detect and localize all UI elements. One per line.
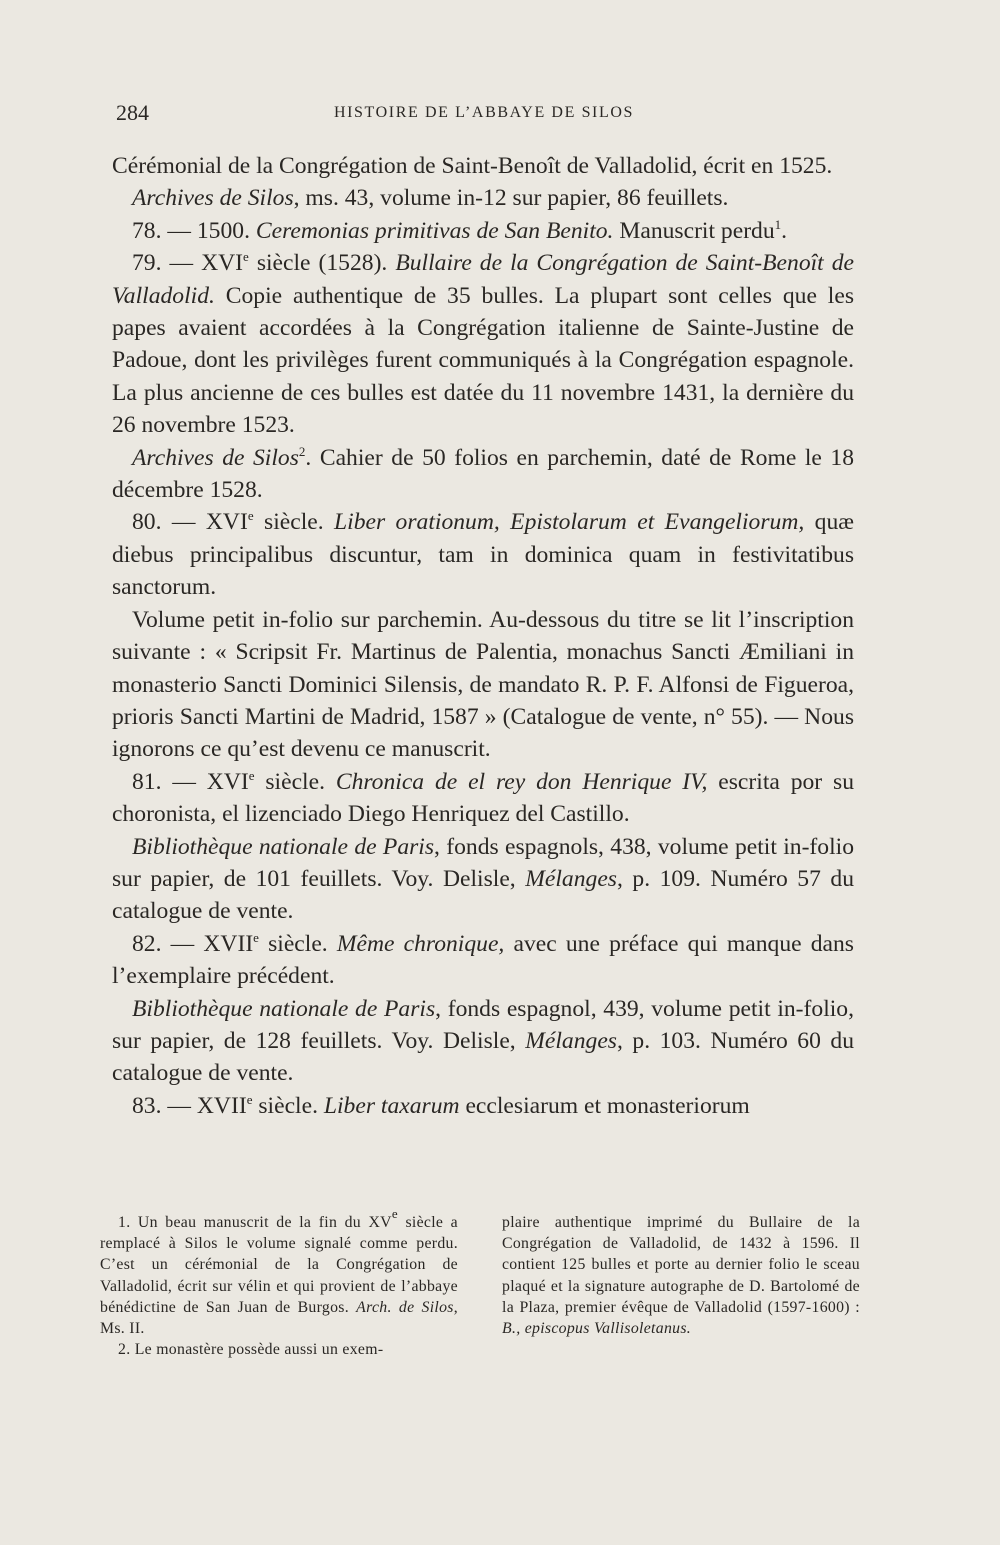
- entry-82: 82. — XVIIe siècle. Même chronique, avec une préface qui manque dans l’exemplaire précédent.: [112, 929, 854, 990]
- footnote-1: 1. Un beau manuscrit de la fin du XVe siècle a remplacé à Silos le volume signalé comme perdu. C’est un cérémonial de la Congrégation de Valladolid, écrit sur vélin et qui provient de l’abbaye bénédictine de San Juan de Burgos. Arch. de Silos, Ms. II.: [100, 1206, 458, 1338]
- page-number: 284: [116, 100, 149, 125]
- paragraph-archives-1: Archives de Silos, ms. 43, volume in-12 sur papier, 86 feuillets.: [132, 185, 729, 212]
- page-header: [116, 100, 852, 130]
- paragraph-ceremonial: Cérémonial de la Congrégation de Saint-Benoît de Valladolid, écrit en 1525.: [112, 153, 833, 179]
- footnote-2-continued: plaire authentique imprimé du Bullaire de la Congrégation de Valladolid, de 1432 à 1596. Il contient 125 bulles et porte au dernier folio le sceau plaqué et la signature autographe de D. Bartolomé de la Plaza, premier évêque de Valladolid (1597-1600) : B., episcopus Vallisoletanus.: [502, 1214, 860, 1338]
- paragraph-bnf-438: Bibliothèque nationale de Paris, fonds espagnols, 438, volume petit in-folio sur papier, de 101 feuillets. Voy. Delisle, Mélanges, p. 109. Numéro 57 du catalogue de vente.: [112, 833, 854, 925]
- footnote-ref-1[interactable]: 1: [774, 216, 782, 232]
- entry-83: 83. — XVIIe siècle. Liber taxarum ecclesiarum et monasteriorum: [132, 1091, 750, 1119]
- footnote-2: 2. Le monastère possède aussi un exem-: [118, 1341, 384, 1359]
- footnotes-right-column: [502, 1212, 860, 1360]
- main-text: [112, 150, 854, 1122]
- entry-81: 81. — XVIe siècle. Chronica de el rey don Henrique IV, escrita por su choronista, el lizenciado Diego Henriquez del Castillo.: [112, 767, 854, 828]
- running-title: HISTOIRE DE L’ABBAYE DE SILOS: [333, 104, 635, 121]
- entry-78: 78. — 1500. Ceremonias primitivas de San Benito. Manuscrit perdu$^1$.: [132, 216, 788, 244]
- footnotes: [100, 1206, 860, 1360]
- entry-79: 79. — XVIe siècle (1528). Bullaire de la Congrégation de Saint-Benoît de Valladolid. Copie authentique de 35 bulles. La plupart sont celles que les papes avaient accordées à la Congrégation italienne de Sainte-Justine de Padoue, dont les privilèges furent communiqués à la Congrégation espagnole. La plus ancienne de ces bulles est datée du 11 novembre 1431, la dernière du 26 novembre 1523.: [112, 249, 854, 439]
- footnote-ref-2[interactable]: 2: [298, 443, 306, 459]
- paragraph-volume-description: Volume petit in-folio sur parchemin. Au-dessous du titre se lit l’inscription suivante : « Scripsit Fr. Martinus de Palentia, monachus Sancti Æmiliani in monasterio Sancti Dominici Silensis, de mandato R. P. F. Alfonsi de Figueroa, prioris Sancti Martini de Madrid, 1587 » (Catalogue de vente, n° 55). — Nous ignorons ce qu’est devenu ce manuscrit.: [112, 606, 854, 763]
- footnotes-left-column: [100, 1206, 458, 1360]
- paragraph-archives-2: Archives de Silos$^2$. Cahier de 50 folios en parchemin, daté de Rome le 18 décembre 1528.: [112, 443, 854, 504]
- paragraph-bnf-439: Bibliothèque nationale de Paris, fonds espagnol, 439, volume petit in-folio, sur papier, de 128 feuillets. Voy. Delisle, Mélanges, p. 103. Numéro 60 du catalogue de vente.: [112, 995, 854, 1087]
- entry-80: 80. — XVIe siècle. Liber orationum, Epistolarum et Evangeliorum, quæ diebus principalibus discuntur, tam in dominica quam in festivitatibus sanctorum.: [112, 508, 854, 601]
